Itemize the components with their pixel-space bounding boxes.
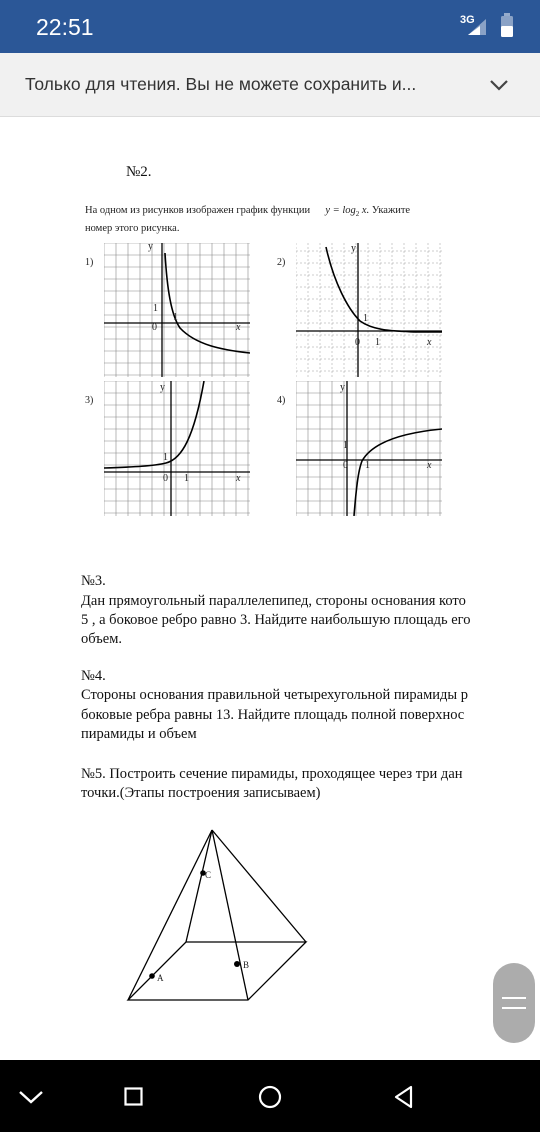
graph3-one-x: 1: [184, 473, 189, 484]
graph2-y-label: y: [351, 243, 356, 254]
pyramid-figure: [118, 822, 318, 1007]
point-a-label: A: [157, 973, 164, 983]
navigation-bar: [0, 1060, 540, 1132]
status-bar: [0, 0, 540, 53]
graph1-origin: 0: [152, 322, 157, 333]
graph1-x-label: x: [236, 322, 241, 333]
graph1-number: 1): [85, 257, 94, 268]
signal-icon: [466, 18, 488, 36]
nav-collapse-button[interactable]: [0, 1060, 70, 1132]
graph4-one-x: 1: [365, 460, 370, 471]
back-icon: [393, 1085, 415, 1109]
graph3: [104, 381, 250, 516]
graph4-x-label: x: [427, 460, 432, 471]
task2-prompt: На одном из рисунков изображен график функции $y = \log_2 x$. Укажите: [85, 205, 411, 219]
graph2-number: 2): [277, 257, 286, 268]
graph4-one-y: 1: [343, 440, 348, 451]
task4-line1: Стороны основания правильной четырехугольной пирамиды р: [81, 687, 469, 703]
graph3-y-label: y: [160, 382, 165, 393]
task2-number: №2.: [126, 164, 152, 180]
home-icon: [257, 1084, 283, 1110]
task5-line2: точки.(Этапы построения записываем): [81, 785, 321, 801]
floating-menu-button[interactable]: [493, 963, 535, 1043]
task5-line1: №5. Построить сечение пирамиды, проходящее через три дан: [81, 766, 463, 782]
task2-prompt-line2: номер этого рисунка.: [85, 223, 180, 234]
graph3-origin: 0: [163, 473, 168, 484]
readonly-banner[interactable]: [0, 53, 540, 117]
readonly-message: Только для чтения. Вы не можете сохранить и...: [25, 74, 417, 94]
graph1-one-x: 1: [173, 312, 178, 323]
graph2: [296, 243, 442, 377]
task4-line3: пирамиды и объем: [81, 726, 197, 742]
graph3-one-y: 1: [163, 452, 168, 463]
task3-line2: 5 , а боковое ребро равно 3. Найдите наибольшую площадь его: [81, 612, 471, 628]
point-c-label: C: [205, 870, 212, 880]
nav-home-button[interactable]: [235, 1060, 305, 1132]
graph4-origin: 0: [343, 460, 348, 471]
task3-line3: объем.: [81, 631, 123, 647]
recents-icon: [124, 1087, 144, 1107]
graph1: [104, 243, 250, 377]
point-b-label: B: [243, 960, 250, 970]
graph3-number: 3): [85, 395, 94, 406]
graph4-y-label: y: [340, 382, 345, 393]
graph2-origin: 0: [355, 337, 360, 348]
chevron-down-icon: [17, 1087, 45, 1105]
nav-back-button[interactable]: [369, 1060, 439, 1132]
graph2-one-y: 1: [363, 313, 368, 324]
graph3-x-label: x: [236, 473, 241, 484]
task3-line1: Дан прямоугольный параллелепипед, стороны основания кото: [81, 593, 466, 609]
graph2-x-label: x: [427, 337, 432, 348]
document-page: [0, 117, 540, 1060]
task4-line2: боковые ребра равны 13. Найдите площадь полной поверхнос: [81, 707, 465, 723]
graph1-one-y: 1: [153, 303, 158, 314]
graph2-one-x: 1: [375, 337, 380, 348]
graph1-y-label: y: [148, 241, 153, 252]
task4-number: №4.: [81, 668, 106, 684]
graph4-number: 4): [277, 395, 286, 406]
nav-recents-button[interactable]: [99, 1060, 169, 1132]
task3-number: №3.: [81, 573, 106, 589]
battery-icon: [500, 13, 514, 38]
chevron-down-icon[interactable]: [486, 72, 512, 98]
status-time: 22:51: [36, 14, 94, 40]
network-type: 3G: [460, 14, 475, 26]
graph4: [296, 381, 442, 516]
